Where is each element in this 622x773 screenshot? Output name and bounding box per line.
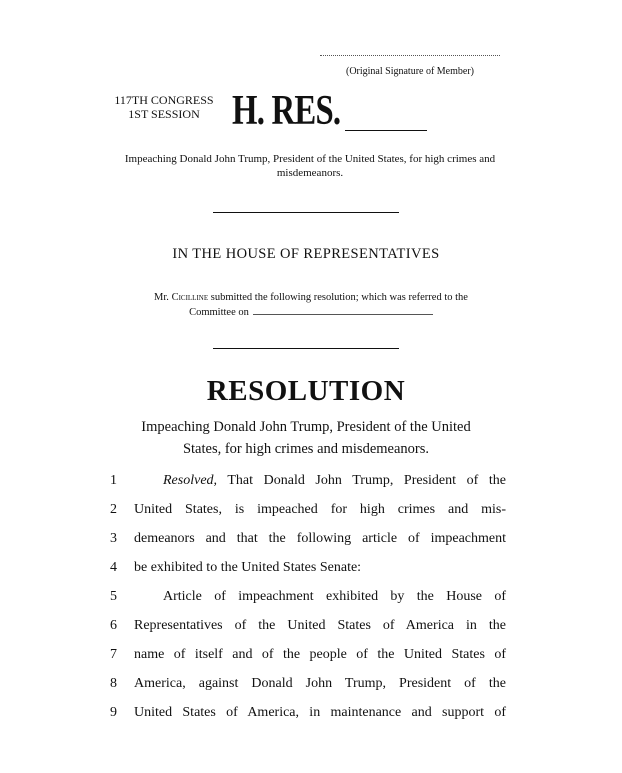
body-line xyxy=(0,644,622,666)
member-name: Cicilline xyxy=(171,292,209,303)
line-number: 4 xyxy=(110,560,117,575)
body-line xyxy=(0,528,622,550)
line-number: 7 xyxy=(110,647,117,662)
divider-rule xyxy=(213,212,399,213)
body-line xyxy=(0,470,622,492)
committee-line xyxy=(106,305,516,320)
chamber-heading: IN THE HOUSE OF REPRESENTATIVES xyxy=(172,246,440,262)
resolution-title: RESOLUTION xyxy=(206,375,406,407)
body-line xyxy=(0,557,622,579)
body-line xyxy=(0,586,622,608)
line-number: 9 xyxy=(110,705,117,720)
bill-number-blank xyxy=(345,130,427,131)
line-number: 8 xyxy=(110,676,117,691)
submission-text: submitted the following resolution; which was referred to the xyxy=(210,292,468,303)
line-number: 5 xyxy=(110,589,117,604)
resolution-subtitle-line: Impeaching Donald John Trump, President of the United xyxy=(141,419,471,435)
line-text xyxy=(163,470,506,492)
line-text: demeanors and that the following article of impeachment xyxy=(134,531,506,546)
line-number: 1 xyxy=(110,473,117,488)
submission-statement xyxy=(106,291,516,320)
line-text-body: That Donald John Trump, President of the xyxy=(227,473,506,488)
line-text: United States, is impeached for high crimes and mis- xyxy=(134,502,506,517)
bill-summary: Impeaching Donald John Trump, President of the United States, for high crimes and misdemeanors. xyxy=(124,153,496,179)
body-line xyxy=(0,499,622,521)
body-line xyxy=(0,673,622,695)
line-text: be exhibited to the United States Senate: xyxy=(134,560,362,575)
body-line xyxy=(0,702,622,724)
line-text: Article of impeachment exhibited by the House of xyxy=(163,589,506,604)
signature-line xyxy=(320,55,500,56)
session-label: 1ST SESSION xyxy=(128,107,200,121)
signature-caption: (Original Signature of Member) xyxy=(345,66,475,77)
line-text: Representatives of the United States of America in the xyxy=(134,618,506,633)
line-text: name of itself and of the people of the United States of xyxy=(134,647,506,662)
congress-session xyxy=(104,93,224,121)
congress-label: 117TH CONGRESS xyxy=(114,93,214,107)
member-prefix: Mr. xyxy=(154,292,169,303)
line-text: United States of America, in maintenance and support of xyxy=(134,705,506,720)
line-number: 6 xyxy=(110,618,117,633)
line-number: 3 xyxy=(110,531,117,546)
bill-type: H. RES. xyxy=(232,88,341,134)
line-number: 2 xyxy=(110,502,117,517)
resolution-subtitle xyxy=(110,416,502,460)
committee-blank xyxy=(253,305,433,315)
divider-rule xyxy=(213,348,399,349)
resolution-subtitle-line: States, for high crimes and misdemeanors. xyxy=(182,441,430,457)
resolved-lead: Resolved, xyxy=(163,473,218,488)
body-line xyxy=(0,615,622,637)
committee-label: Committee on xyxy=(189,307,249,318)
line-text: America, against Donald John Trump, President of the xyxy=(134,676,506,691)
